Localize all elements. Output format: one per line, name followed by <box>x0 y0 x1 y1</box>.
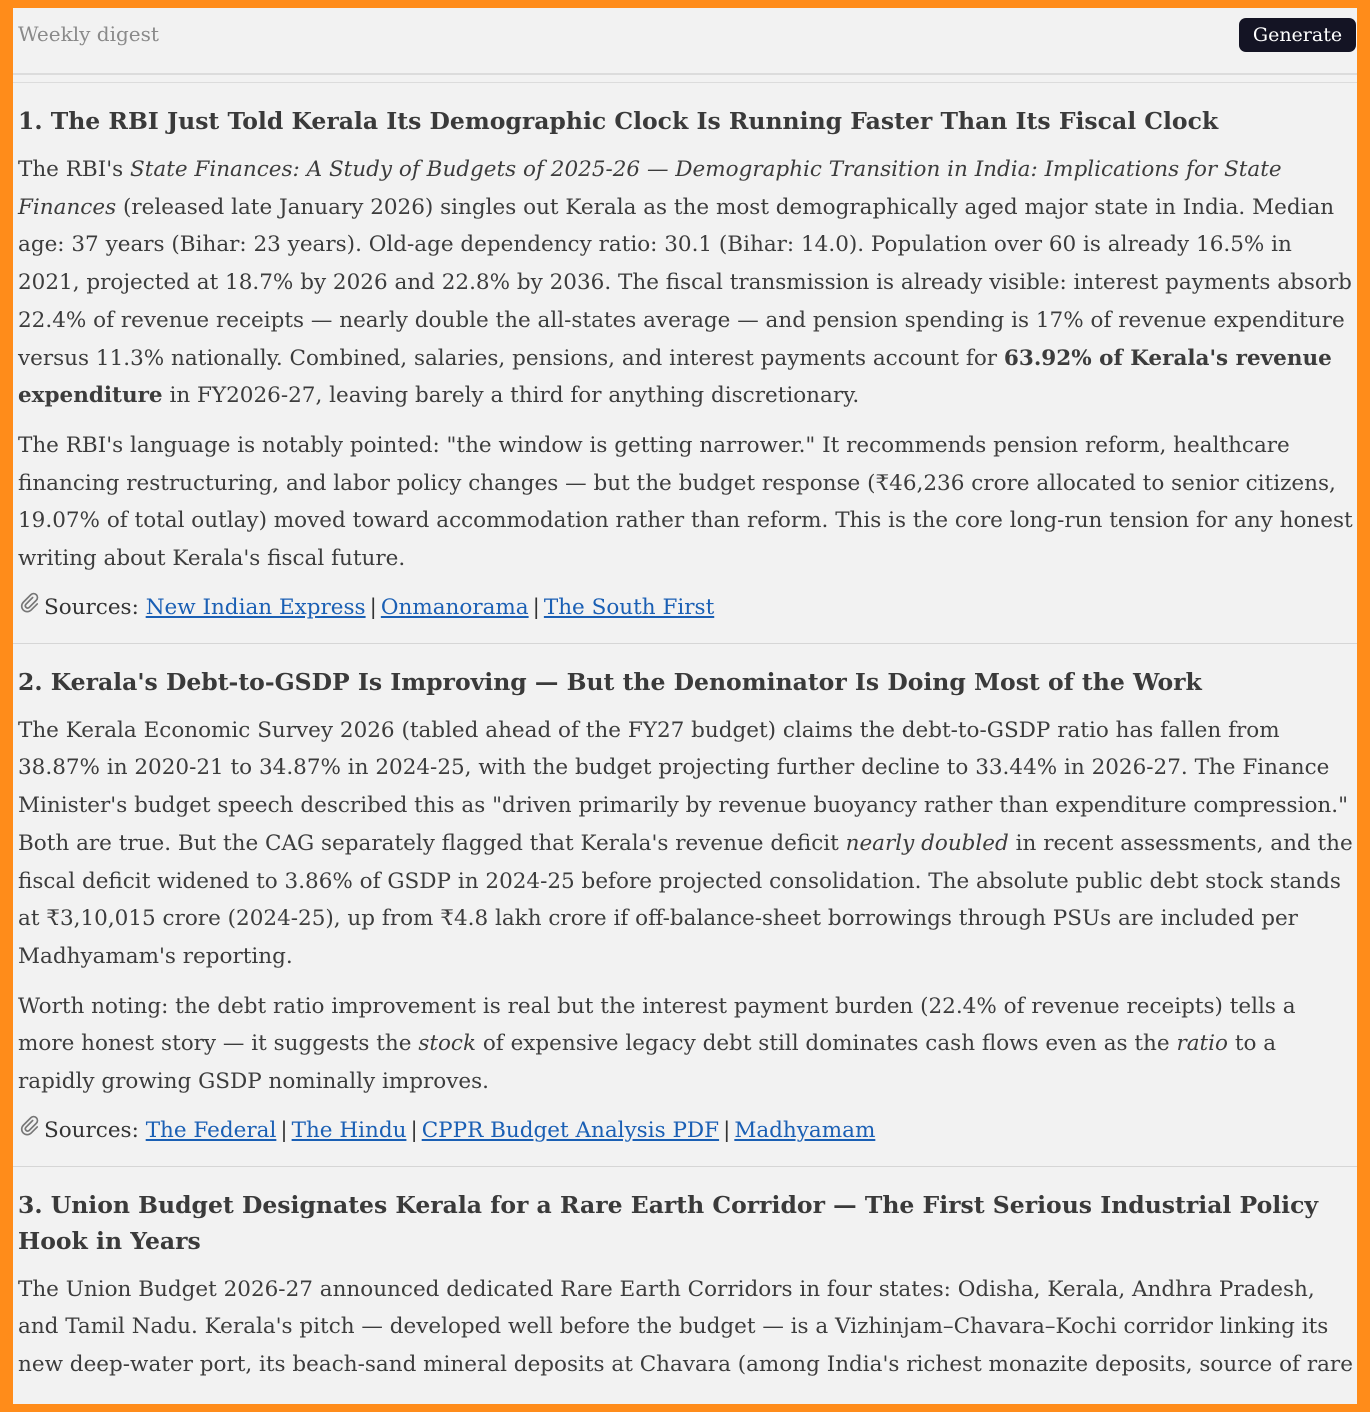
item-paragraph: The Union Budget 2026-27 announced dedicated Rare Earth Corridors in four states: Odisha, Kerala, Andhra Pradesh, and Tamil Nadu. Kerala's pitch — developed well before the budget — is a Vizhinjam–Chavara–Kochi corridor linking its new deep-water port, its beach-sand mineral deposits at Chavara (among India's richest monazite deposits, source of rare <box>18 1276 1353 1378</box>
source-link[interactable]: New Indian Express <box>145 594 366 620</box>
item-heading: 1. The RBI Just Told Kerala Its Demographic Clock Is Running Faster Than Its Fiscal Clock <box>18 107 1219 135</box>
paperclip-icon <box>18 1115 40 1146</box>
item-heading: 3. Union Budget Designates Kerala for a Rare Earth Corridor — The First Serious Industrial Policy Hook in Years <box>18 1190 1319 1255</box>
digest-item <box>13 644 1357 1167</box>
toolbar <box>13 8 1357 75</box>
source-link[interactable]: Madhyamam <box>734 1117 876 1143</box>
report-title: State Finances: A Study of Budgets of 2025-26 — Demographic Transition in India: Implications for State Finances <box>18 157 1282 220</box>
source-link[interactable]: CPPR Budget Analysis PDF <box>421 1117 720 1143</box>
source-link[interactable]: The Federal <box>145 1117 277 1143</box>
separator: | <box>532 594 540 620</box>
generate-button[interactable]: Generate <box>1239 18 1356 52</box>
sources-label: Sources: <box>44 1117 139 1143</box>
digest-item <box>13 83 1357 644</box>
item-paragraph: The RBI's language is notably pointed: "the window is getting narrower." It recommends pension reform, healthcare financing restructuring, and labor policy changes — but the budget response (₹46,236 crore allocated to senior citizens, 19.07% of total outlay) moved toward accommodation rather than reform. This is the core long-run tension for any honest writing about Kerala's fiscal future. <box>18 432 1353 572</box>
key-stat: 63.92% of Kerala's revenue expenditure <box>18 345 1332 409</box>
emphasis: ratio <box>1176 1031 1228 1057</box>
digest-title: Weekly digest <box>18 22 159 46</box>
emphasis: nearly doubled <box>845 830 1009 856</box>
item-paragraph: Worth noting: the debt ratio improvement is real but the interest payment burden (22.4% of revenue receipts) tells a more honest story — it suggests the stock of expensive legacy debt still dominates cash flows even as the ratio to a rapidly growing GSDP nominally improves. <box>18 993 1296 1095</box>
paperclip-icon <box>18 592 40 623</box>
item-heading: 2. Kerala's Debt-to-GSDP Is Improving — But the Denominator Is Doing Most of the Work <box>18 667 1202 696</box>
sources-line <box>18 1115 1353 1166</box>
sources-line <box>18 592 1353 643</box>
separator: | <box>410 1117 418 1143</box>
emphasis: stock <box>418 1031 476 1057</box>
item-paragraph: The Kerala Economic Survey 2026 (tabled ahead of the FY27 budget) claims the debt-to-GSDP ratio has fallen from 38.87% in 2020-21 to 34.87% in 2024-25, with the budget projecting further decline to 33.44% in 2026-27. The Finance Minister's budget speech described this as "driven primarily by revenue buoyancy rather than expenditure compression." Both are true. But the CAG separately flagged that Kerala's revenue deficit nearly doubled in recent assessments, and the fiscal deficit widened to 3.86% of GSDP in 2024-25 before projected consolidation. The absolute public debt stock stands at ₹3,10,015 crore (2024-25), up from ₹4.8 lakh crore if off-balance-sheet borrowings through PSUs are included per Madhyamam's reporting. <box>18 717 1353 969</box>
item-paragraph: The RBI's State Finances: A Study of Budgets of 2025-26 — Demographic Transition in India: Implications for State Finances (released late January 2026) singles out Kerala as the most demographically aged major state in India. Median age: 37 years (Bihar: 23 years). Old-age dependency ratio: 30.1 (Bihar: 14.0). Population over 60 is already 16.5% in 2021, projected at 18.7% by 2026 and 22.8% by 2036. The fiscal transmission is already visible: interest payments absorb 22.4% of revenue receipts — nearly double the all-states average — and pension spending is 17% of revenue expenditure versus 11.3% nationally. Combined, salaries, pensions, and interest payments account for 63.92% of Kerala's revenue expenditure in FY2026-27, leaving barely a third for anything discretionary. <box>18 157 1352 409</box>
separator: | <box>369 594 377 620</box>
source-link[interactable]: Onmanorama <box>380 594 529 620</box>
digest-panel <box>13 8 1357 1404</box>
separator: | <box>723 1117 731 1143</box>
sources-label: Sources: <box>44 594 139 620</box>
source-link[interactable]: The South First <box>543 594 715 620</box>
digest-item <box>13 1167 1357 1384</box>
source-link[interactable]: The Hindu <box>291 1117 407 1143</box>
separator: | <box>280 1117 288 1143</box>
